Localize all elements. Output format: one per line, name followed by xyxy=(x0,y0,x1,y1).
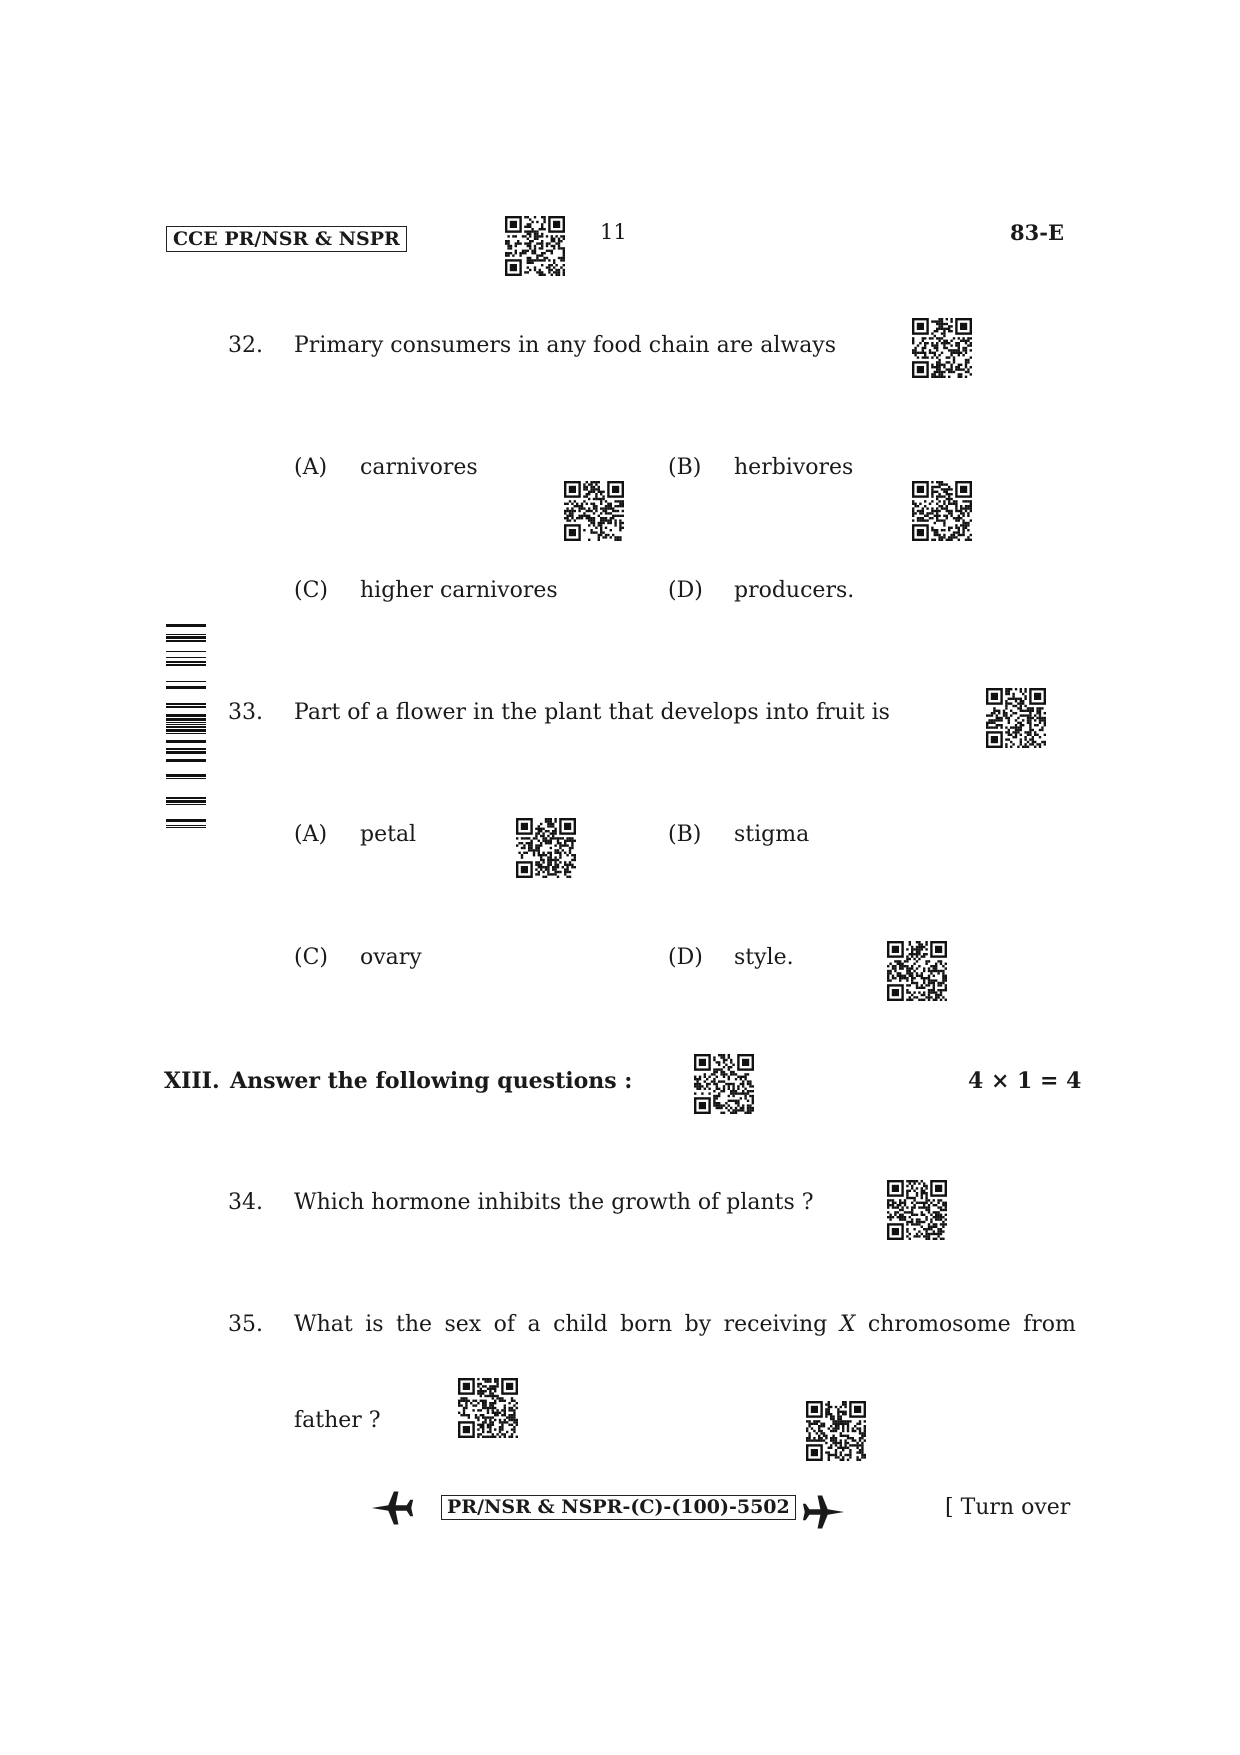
qr-code-icon xyxy=(887,1180,947,1240)
qr-code-icon xyxy=(912,318,972,378)
question-word: child xyxy=(553,1312,608,1337)
option-text: petal xyxy=(360,822,417,847)
question-word: from xyxy=(1023,1312,1076,1337)
qr-code-icon xyxy=(505,216,565,276)
qr-code-icon xyxy=(986,688,1046,748)
page-number: 11 xyxy=(600,220,627,244)
option-text: stigma xyxy=(734,822,810,847)
option-letter: (C) xyxy=(294,578,328,603)
question-text: Part of a flower in the plant that develops into fruit is xyxy=(294,700,890,725)
qr-code-icon xyxy=(564,481,624,541)
option-letter: (A) xyxy=(294,455,328,480)
question-word: sex xyxy=(444,1312,482,1337)
question-word: by xyxy=(684,1312,712,1337)
footer-code-box: PR/NSR & NSPR-(C)-(100)-5502 xyxy=(441,1495,796,1520)
question-number: 34. xyxy=(228,1190,263,1215)
airplane-icon xyxy=(370,1486,414,1530)
option-text: style. xyxy=(734,945,794,970)
section-marks: 4 × 1 = 4 xyxy=(968,1068,1082,1094)
qr-code-icon xyxy=(912,481,972,541)
question-text xyxy=(294,1314,1076,1336)
option-text: carnivores xyxy=(360,455,478,480)
section-title: Answer the following questions : xyxy=(230,1068,633,1094)
question-word: What xyxy=(294,1312,353,1337)
question-number: 32. xyxy=(228,333,263,358)
qr-code-icon xyxy=(694,1054,754,1114)
qr-code-icon xyxy=(458,1378,518,1438)
header-code-box: CCE PR/NSR & NSPR xyxy=(166,226,407,252)
option-text: ovary xyxy=(360,945,422,970)
qr-code-icon xyxy=(806,1401,866,1461)
qr-code-icon xyxy=(516,818,576,878)
option-letter: (D) xyxy=(668,578,703,603)
question-word: receiving xyxy=(723,1312,828,1337)
option-text: herbivores xyxy=(734,455,854,480)
question-text: Primary consumers in any food chain are always xyxy=(294,333,837,358)
turn-over-text: [ Turn over xyxy=(945,1495,1071,1520)
option-text: producers. xyxy=(734,578,855,603)
option-letter: (B) xyxy=(668,822,702,847)
question-word: chromosome xyxy=(867,1312,1011,1337)
option-text: higher carnivores xyxy=(360,578,558,603)
question-word: born xyxy=(620,1312,673,1337)
question-word: the xyxy=(395,1312,433,1337)
option-letter: (B) xyxy=(668,455,702,480)
question-text: Which hormone inhibits the growth of plants ? xyxy=(294,1190,814,1215)
paper-code: 83-E xyxy=(1010,220,1064,245)
option-letter: (C) xyxy=(294,945,328,970)
qr-code-icon xyxy=(887,941,947,1001)
option-letter: (A) xyxy=(294,822,328,847)
barcode-icon xyxy=(166,618,206,828)
question-word: of xyxy=(493,1312,516,1337)
airplane-icon xyxy=(802,1490,846,1534)
question-word: X xyxy=(839,1312,856,1337)
question-number: 33. xyxy=(228,700,263,725)
section-numeral: XIII. xyxy=(164,1068,220,1094)
question-text-continued: father ? xyxy=(294,1408,381,1433)
question-number: 35. xyxy=(228,1312,263,1337)
question-word: is xyxy=(365,1312,384,1337)
question-word: a xyxy=(527,1312,541,1337)
option-letter: (D) xyxy=(668,945,703,970)
